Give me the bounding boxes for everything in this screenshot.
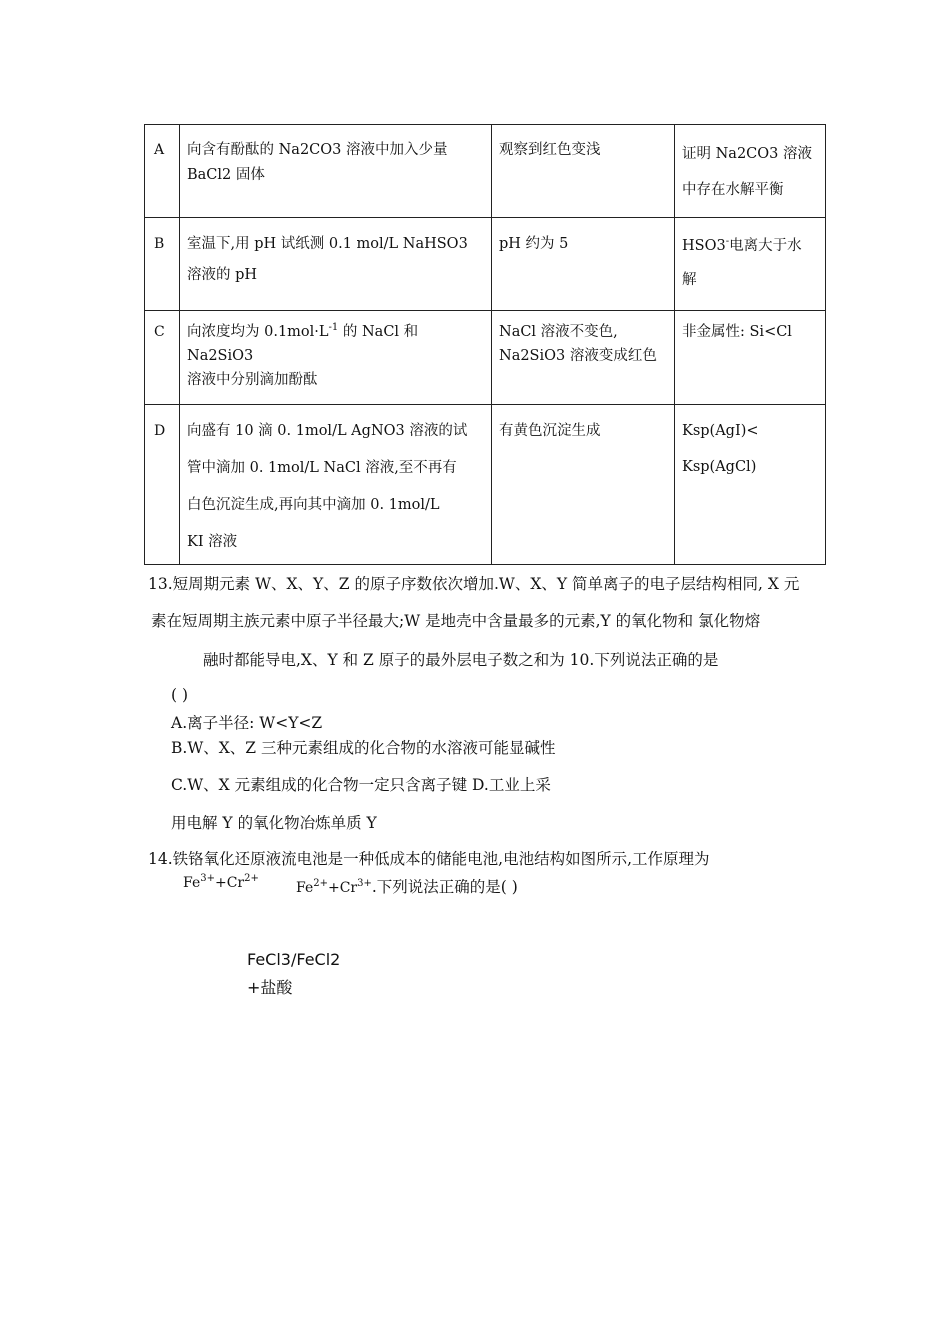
row-label: B: [145, 218, 180, 311]
table-row: [145, 311, 826, 405]
phenomenon-cell: pH 约为 5: [492, 218, 675, 311]
phenomenon-cell: 有黄色沉淀生成: [492, 405, 675, 565]
operation-cell: 室温下,用 pH 试纸测 0.1 mol/L NaHSO3 溶液的 pH: [180, 218, 492, 311]
row-label: C: [145, 311, 180, 405]
conclusion-cell: HSO3-电离大于水 解: [675, 218, 826, 311]
q13-option-c: C.W、X 元素组成的化合物一定只含离子键 D.工业上采: [171, 776, 551, 794]
table-row: [145, 405, 826, 565]
table-row: [145, 125, 826, 218]
experiment-table: [144, 124, 826, 565]
operation-cell: 向含有酚酞的 Na2CO3 溶液中加入少量 BaCl2 固体: [180, 125, 492, 218]
q13-option-d-cont: 用电解 Y 的氧化物冶炼单质 Y: [171, 814, 377, 832]
q13-line3: 融时都能导电,X、Y 和 Z 原子的最外层电子数之和为 10.下列说法正确的是: [203, 651, 719, 669]
figure-label-electrolyte: FeCl3/FeCl2: [247, 950, 341, 969]
conclusion-cell: Ksp(AgI)< Ksp(AgCl): [675, 405, 826, 565]
phenomenon-cell: NaCl 溶液不变色, Na2SiO3 溶液变成红色: [492, 311, 675, 405]
q13-line1: 13.短周期元素 W、X、Y、Z 的原子序数依次增加.W、X、Y 简单离子的电子层结构相同, X 元: [148, 575, 800, 593]
operation-cell: 向浓度均为 $0.1mol\cdot L^{-1}$ 的 NaCl 和 Na2SiO3 溶液中分别滴加酚酞: [180, 311, 492, 405]
operation-cell: 向盛有 10 滴 0. 1mol/L AgNO3 溶液的试 管中滴加 0. 1mol/L NaCl 溶液,至不再有 白色沉淀生成,再向其中滴加 0. 1mol/L KI 溶液: [180, 405, 492, 565]
row-label: D: [145, 405, 180, 565]
q13-answer-blank: ( ): [171, 686, 189, 704]
conclusion-cell: 非金属性: Si<Cl: [675, 311, 826, 405]
q14-equation-left: $Fe^{3+}+Cr^{2+}$: [183, 873, 259, 891]
figure-label-acid: +盐酸: [247, 978, 293, 997]
q13-line2: 素在短周期主族元素中原子半径最大;W 是地壳中含量最多的元素,Y 的氧化物和 氯化物熔: [151, 612, 761, 630]
table-row: [145, 218, 826, 311]
q13-option-a: A.离子半径: W<Y<Z: [171, 714, 323, 732]
row-label: A: [145, 125, 180, 218]
conclusion-cell: 证明 Na2CO3 溶液 中存在水解平衡: [675, 125, 826, 218]
phenomenon-cell: 观察到红色变浅: [492, 125, 675, 218]
q13-option-b: B.W、X、Z 三种元素组成的化合物的水溶液可能显碱性: [171, 739, 556, 757]
q14-line1: 14.铁铬氧化还原液流电池是一种低成本的储能电池,电池结构如图所示,工作原理为: [148, 850, 710, 868]
q14-equation-right: $Fe^{2+}+Cr^{3+}$.下列说法正确的是( ): [296, 878, 518, 896]
